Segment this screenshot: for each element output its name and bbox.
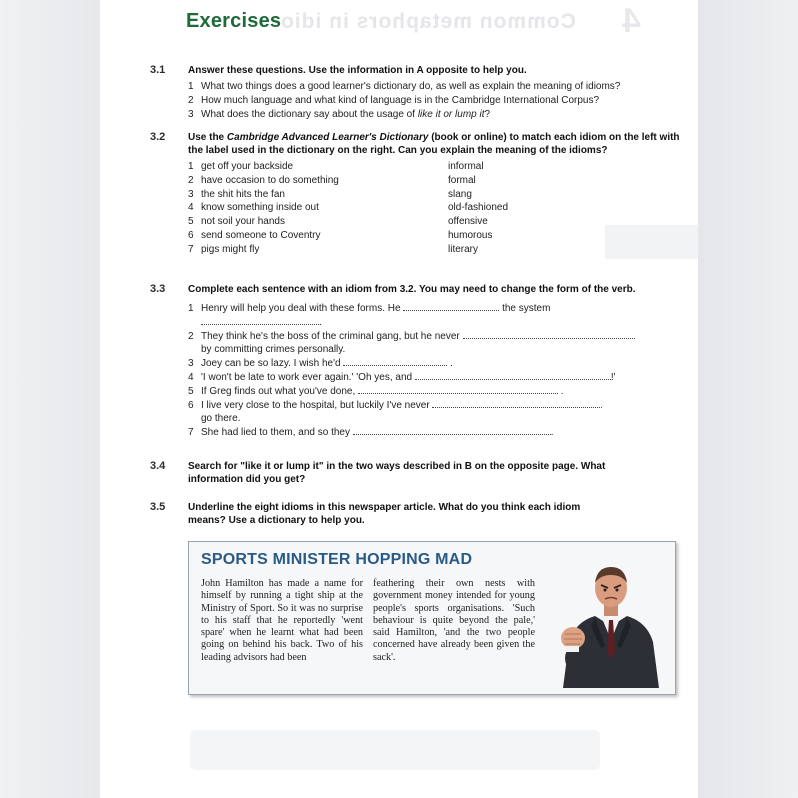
question-item: 1 What two things does a good learner's dictionary do, as well as explain the meaning of idioms? xyxy=(188,81,621,92)
show-through-unit-number: 4 xyxy=(622,2,641,40)
exercise-instruction: Use the Cambridge Advanced Learner's Dictionary (book or online) to match each idiom on the left with the label used in the dictionary on the right. Can you explain the meaning of the idioms? xyxy=(188,132,680,156)
answer-blank[interactable] xyxy=(353,426,551,435)
sentence-continuation: go there. xyxy=(201,413,241,425)
answer-blank[interactable] xyxy=(415,371,611,380)
answer-blank[interactable] xyxy=(343,357,447,366)
matching-table xyxy=(188,160,680,256)
idiom-item: 4 know something inside out xyxy=(188,202,319,214)
answer-blank[interactable] xyxy=(358,385,558,394)
article-column-1: John Hamilton has made a name for himself by running a tight ship at the Ministry of Sport. So it was no surprise to his staff that he reportedly 'went spare' when he learnt what had been going on behind his back. Two of his leading advisors had been xyxy=(201,578,363,663)
sentence-item: 7 She had lied to them, and so they . xyxy=(188,427,554,439)
sentence-item: 2 They think he's the boss of the criminal gang, but he never xyxy=(188,330,680,344)
idiom-item: 1 get off your backside xyxy=(188,161,294,172)
answer-blank[interactable] xyxy=(403,302,499,311)
book-page xyxy=(100,0,698,798)
label-item: humorous xyxy=(448,229,493,241)
idiom-item: 3 the shit hits the fan xyxy=(188,188,285,200)
label-item: slang xyxy=(448,188,472,200)
exercise-number: 3.3 xyxy=(150,283,166,295)
newspaper-article xyxy=(188,541,676,695)
idiom-item: 5 not soil your hands xyxy=(188,216,285,228)
question-item: 3 What does the dictionary say about the usage of like it or lump it? xyxy=(188,108,491,120)
label-item: old-fashioned xyxy=(448,202,509,214)
exercise-3-4 xyxy=(140,460,680,486)
idiom-item: 2 have occasion to do something xyxy=(188,174,339,186)
exercise-number: 3.5 xyxy=(150,501,166,513)
label-item: offensive xyxy=(448,216,488,228)
sentence-item: 3 Joey can be so lazy. I wish he'd . xyxy=(188,358,453,370)
label-item: literary xyxy=(448,243,479,255)
answer-blank[interactable] xyxy=(463,330,635,339)
page-margin-left xyxy=(0,0,100,798)
exercise-instruction: Complete each sentence with an idiom from 3.2. You may need to change the form of the verb. xyxy=(188,284,636,295)
exercise-instruction: Search for "like it or lump it" in the two ways described in B on the opposite page. What information did you get? xyxy=(188,461,606,485)
page-title: Exercises xyxy=(186,10,282,32)
show-through-box xyxy=(190,730,600,770)
answer-blank[interactable] xyxy=(201,316,319,325)
exercise-number: 3.1 xyxy=(150,64,166,76)
show-through-heading: Common metaphors in idio xyxy=(280,10,576,33)
article-headline: SPORTS MINISTER HOPPING MAD xyxy=(201,551,473,568)
article-column-2: feathering their own nests with government money intended for young people's sports organisations. 'Such behaviour is quite beyond the pale,' said Hamilton, 'and the two people concerned have already been given the sack'. xyxy=(373,578,535,663)
sentence-item: 5 If Greg finds out what you've done, . xyxy=(188,385,564,397)
exercise-3-1 xyxy=(140,64,680,121)
exercise-instruction: Answer these questions. Use the information in A opposite to help you. xyxy=(188,65,527,76)
sentence-continuation: . xyxy=(188,316,680,330)
label-item: formal xyxy=(448,174,476,186)
answer-blank[interactable] xyxy=(432,399,602,408)
label-list xyxy=(448,160,508,257)
sentence-item: 1 Henry will help you deal with these forms. He the system xyxy=(188,303,551,314)
exercise-number: 3.2 xyxy=(150,131,166,143)
idiom-item: 7 pigs might fly xyxy=(188,243,260,255)
question-item: 2 How much language and what kind of language is in the Cambridge International Corpus? xyxy=(188,94,600,106)
idiom-item: 6 send someone to Coventry xyxy=(188,229,321,241)
exercise-instruction: Underline the eight idioms in this newspaper article. What do you think each idiom means? Use a dictionary to help you. xyxy=(188,502,581,526)
sentence-continuation: by committing crimes personally. xyxy=(201,344,346,356)
idiom-list xyxy=(188,160,339,257)
sentence-item: 6 I live very close to the hospital, but luckily I've never xyxy=(188,399,680,413)
exercise-3-5 xyxy=(140,501,680,527)
angry-minister-photo xyxy=(555,556,667,688)
page-margin-right xyxy=(698,0,798,798)
exercise-number: 3.4 xyxy=(150,460,166,472)
exercise-3-2 xyxy=(140,131,680,256)
label-item: informal xyxy=(448,161,484,172)
exercise-3-3 xyxy=(140,283,680,440)
sentence-item: 4 'I won't be late to work ever again.' 'Oh yes, and !' xyxy=(188,371,616,383)
